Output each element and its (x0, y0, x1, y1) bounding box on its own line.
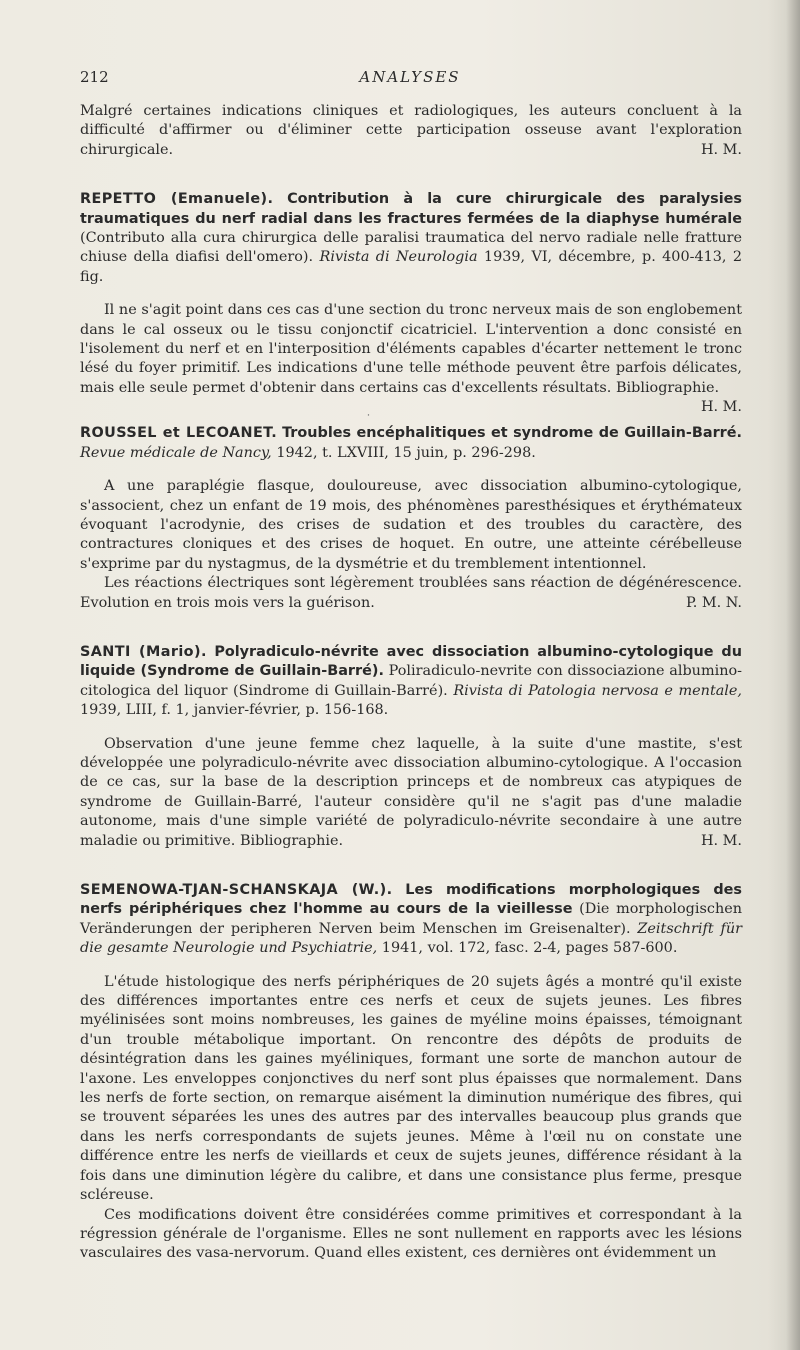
entry-signature: P. M. N. (685, 594, 742, 611)
intro-paragraph (80, 102, 742, 160)
entry-title: Polyradiculo-névrite avec dissociation albumino-cytologique du liquide (Syndrome de Guillain-Barré). (80, 643, 742, 680)
entry-body-text: Les réactions électriques sont légèrement troublées sans réaction de dégénérescence. Evolution en trois mois vers la guérison. (80, 575, 742, 611)
entry-body (80, 574, 742, 613)
entry-body (80, 1206, 742, 1264)
entry-heading (80, 190, 742, 287)
entry-signature: H. M. (700, 399, 742, 416)
entry-author: REPETTO (Emanuele). (80, 191, 274, 208)
entry-body (80, 973, 742, 1206)
entry-heading (80, 643, 742, 721)
entry-ref-post: 1941, vol. 172, fasc. 2-4, pages 587-600. (381, 940, 678, 957)
page-number: 212 (80, 68, 109, 86)
abstract-entry-santi (80, 643, 742, 851)
entry-ref-post: 1939, VI, décembre, p. 400-413, 2 fig. (80, 249, 743, 285)
entry-title: Troubles encéphalitiques et syndrome de Guillain-Barré. (282, 425, 743, 442)
entry-body-text: L'étude histologique des nerfs périphériques de 20 sujets âgés a montré qu'il existe des différences importantes entre ces nerfs et ceux de sujets jeunes. Les fibres myélinisées sont moins nombreuses, les gaines de myéline moins épaisses, témoignant d'un trouble métabolique important. On rencontre des dépôts de produits de désintégration dans les gaines myéliniques, formant une sorte de manchon autour de l'axone. Les enveloppes conjonctives du nerf sont plus épaisses que normalement. Dans les nerfs de forte section, on remarque aisément la diminution numérique des fibres, qui se trouvent séparées les unes des autres par des intervalles beaucoup plus grands que dans les nerfs correspondants de sujets jeunes. Même à l'œil nu on constate une différence entre les nerfs de vieillards et ceux de sujets jeunes, différence résidant à la fois dans une diminution légère du calibre, et dans une consistance plus ferme, presque scléreuse. (80, 973, 742, 1204)
entry-body (80, 735, 742, 851)
entry-title: Contribution à la cure chirurgicale des paralysies traumatiques du nerf radial dans les fractures fermées de la diaphyse humérale (80, 191, 742, 227)
page-header (80, 68, 740, 90)
entry-body-text: Il ne s'agit point dans ces cas d'une section du tronc nerveux mais de son englobement dans le cal osseux ou le tissu conjonctif cicatriciel. L'intervention a donc consisté en l'isolement du nerf et en l'interposition d'éléments capables d'écarter nettement le tronc lésé du foyer primitif. Les indications d'une telle méthode peuvent être parfois délicates, mais elle seule permet d'obtenir dans certains cas d'excellents résultats. Bibliographie. (80, 302, 742, 396)
entry-author: SANTI (Mario). (80, 643, 207, 660)
entry-heading (80, 424, 742, 463)
abstract-entry-roussel (80, 424, 742, 613)
entry-ref-post: 1942, t. LXVIII, 15 juin, p. 296-298. (276, 444, 536, 461)
entry-body-text: Ces modifications doivent être considérées comme primitives et correspondant à la régression générale de l'organisme. Elles ne sont nullement en rapports avec les lésions vasculaires des vasa-nervorum. Quand elles existent, ces dernières ont évidemment un (80, 1206, 742, 1262)
separator-mark: ⸱ (367, 409, 370, 423)
abstract-entry-repetto (80, 190, 743, 416)
page-content (80, 102, 742, 1264)
entry-ref-pre: Poliradiculo-nevrite con dissociazione albumino-citologica del liquor (Sindrome di Guillain-Barré). (80, 663, 742, 699)
entry-journal: Rivista di Neurologia (319, 249, 478, 266)
intro-signature: H. M. (700, 141, 742, 158)
entry-signature: H. M. (700, 832, 742, 849)
entry-journal: Rivista di Patologia nervosa e mentale, (453, 682, 742, 699)
entry-body (80, 301, 742, 416)
entry-journal: Revue médicale de Nancy, (80, 444, 272, 461)
entry-title: Les modifications morphologiques des nerfs périphériques chez l'homme au cours de la vieillesse (80, 882, 742, 918)
entry-ref-post: 1939, LIII, f. 1, janvier-février, p. 156-168. (80, 702, 389, 719)
entry-journal: Zeitschrift für die gesamte Neurologie und Psychiatrie, (80, 920, 742, 957)
entry-heading (80, 881, 742, 959)
entry-body-text: Observation d'une jeune femme chez laquelle, à la suite d'une mastite, s'est développée une polyradiculo-névrite avec dissociation albumino-cytologique. A l'occasion de ce cas, sur la base de la description princeps et de nombreux cas atypiques de syndrome de Guillain-Barré, l'auteur considère qu'il ne s'agit pas d'une maladie autonome, mais d'une simple variété de polyradiculo-névrite secondaire à une autre maladie ou primitive. Bibliographie. (80, 735, 742, 849)
entry-author: SEMENOWA-TJAN-SCHANSKAJA (W.). (80, 882, 393, 898)
entry-body (80, 477, 742, 574)
entry-ref-pre: (Die morphologischen Veränderungen der peripheren Nerven beim Menschen im Greisenalter). (80, 901, 742, 937)
page-edge-shadow (786, 0, 800, 1350)
abstract-entry-semenowa (80, 881, 742, 1264)
entry-ref-pre: (Contributo alla cura chirurgica delle paralisi traumatica del nervo radiale nelle fratture chiuse della diafisi dell'omero). (80, 230, 742, 266)
running-head: ANALYSES (359, 68, 461, 86)
intro-text: Malgré certaines indications cliniques et radiologiques, les auteurs concluent à la difficulté d'affirmer ou d'éliminer cette participation osseuse avant l'exploration chirurgicale. (80, 103, 742, 158)
entry-body-text: A une paraplégie flasque, douloureuse, avec dissociation albumino-cytologique, s'associent, chez un enfant de 19 mois, des phénomènes paresthésiques et érythémateux évoquant l'acrodynie, des crises de sudation et des troubles du caractère, des contractures cloniques et des crises de hoquet. En outre, une atteinte cérébelleuse s'exprime par du nystagmus, de la dysmétrie et du tremblement intentionnel. (80, 478, 742, 572)
entry-author: ROUSSEL et LECOANET. (80, 425, 278, 442)
